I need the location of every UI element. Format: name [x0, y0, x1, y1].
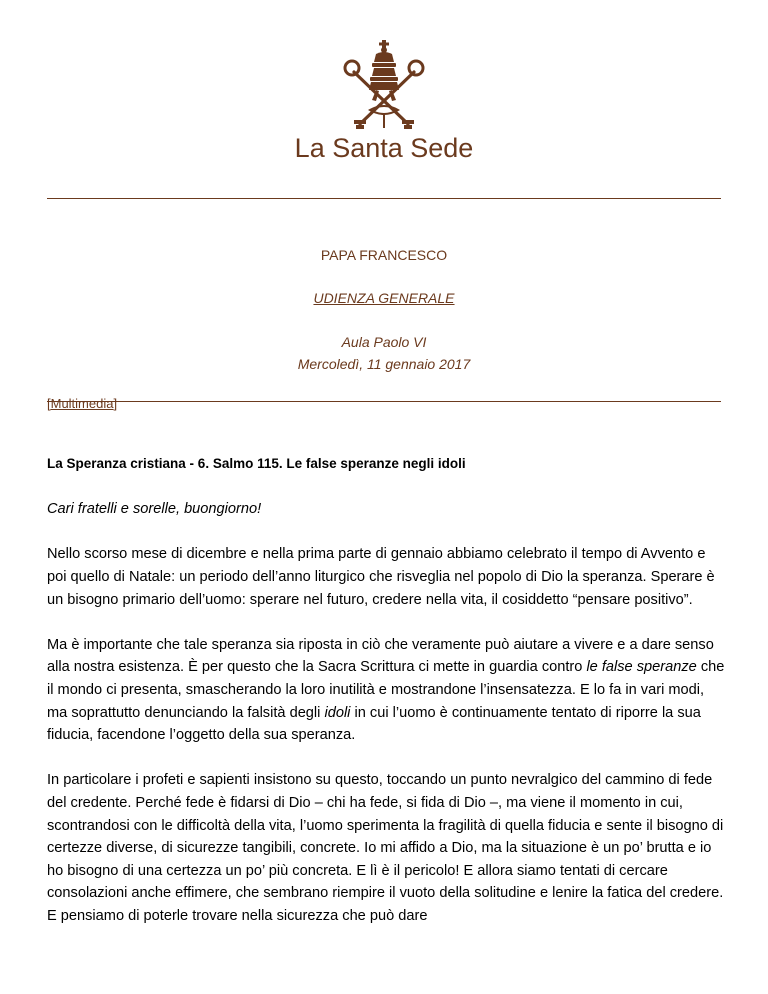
paragraph-2-text-a: Ma è importante che tale speranza sia riposta in ciò che veramente può aiutare a vivere e a dare senso alla nostra esistenza. È per questo che la Sacra Scrittura ci mette in guardia contro	[47, 636, 714, 676]
papal-coat-of-arms-icon	[340, 40, 428, 130]
paragraph-2-text-b: che il mondo ci presenta, smascherando la loro inutilità e mostrandone l’insensatezza. E lo fa in vari modi, ma soprattutto denunciando la falsità degli	[47, 659, 725, 721]
greeting: Cari fratelli e sorelle, buongiorno!	[47, 501, 262, 518]
header-divider	[47, 198, 721, 199]
paragraph-3: In particolare i profeti e sapienti insistono su questo, toccando un punto nevralgico del cammino di fede del credente. Perché fede è fidarsi di Dio – chi ha fede, si fida di Dio –, ma viene il momento in cui, scontrandosi con le difficoltà della vita, l’uomo sperimenta la fragilità di quella fiducia e sente il bisogno di certezze diverse, di sicurezze tangibili, concrete. Io mi affido a Dio, ma la situazione è un po’ brutta e io ho bisogno di una certezza un po’ più concreta. E lì è il pericolo! E allora siamo tentati di cercare consolazioni anche effimere, che sembrano riempire il vuoto della solitudine e lenire la fatica del credere. E pensiamo di poterle trovare nella sicurezza che può dare	[47, 772, 724, 924]
paragraph-1: Nello scorso mese di dicembre e nella prima parte di gennaio abbiamo celebrato il tempo di Avvento e poi quello di Natale: un periodo dell’anno liturgico che risveglia nel popolo di Dio la speranza. Sperare è un bisogno primario dell’uomo: sperare nel futuro, credere nella vita, il cosiddetto “pensare positivo”.	[47, 546, 715, 608]
emphasis-idols: idoli	[324, 704, 351, 721]
emphasis-false-hopes: le false speranze	[586, 659, 697, 676]
place-line: Aula Paolo VI	[341, 334, 427, 350]
author-heading: PAPA FRANCESCO	[320, 247, 448, 263]
paragraph-2-text-c: in cui l’uomo è continuamente tentato di riporre la sua fiducia, facendone l’oggetto della sua speranza.	[47, 704, 701, 744]
paragraph-2	[47, 634, 727, 747]
date-line: Mercoledì, 11 gennaio 2017	[297, 356, 471, 372]
article-body	[47, 453, 727, 950]
multimedia-divider	[47, 401, 721, 402]
multimedia-link[interactable]: [Multimedia]	[47, 396, 118, 411]
document-title: UDIENZA GENERALE	[313, 290, 455, 306]
site-title[interactable]: La Santa Sede	[294, 133, 474, 163]
article-subtitle: La Speranza cristiana - 6. Salmo 115. Le false speranze negli idoli	[47, 456, 466, 471]
